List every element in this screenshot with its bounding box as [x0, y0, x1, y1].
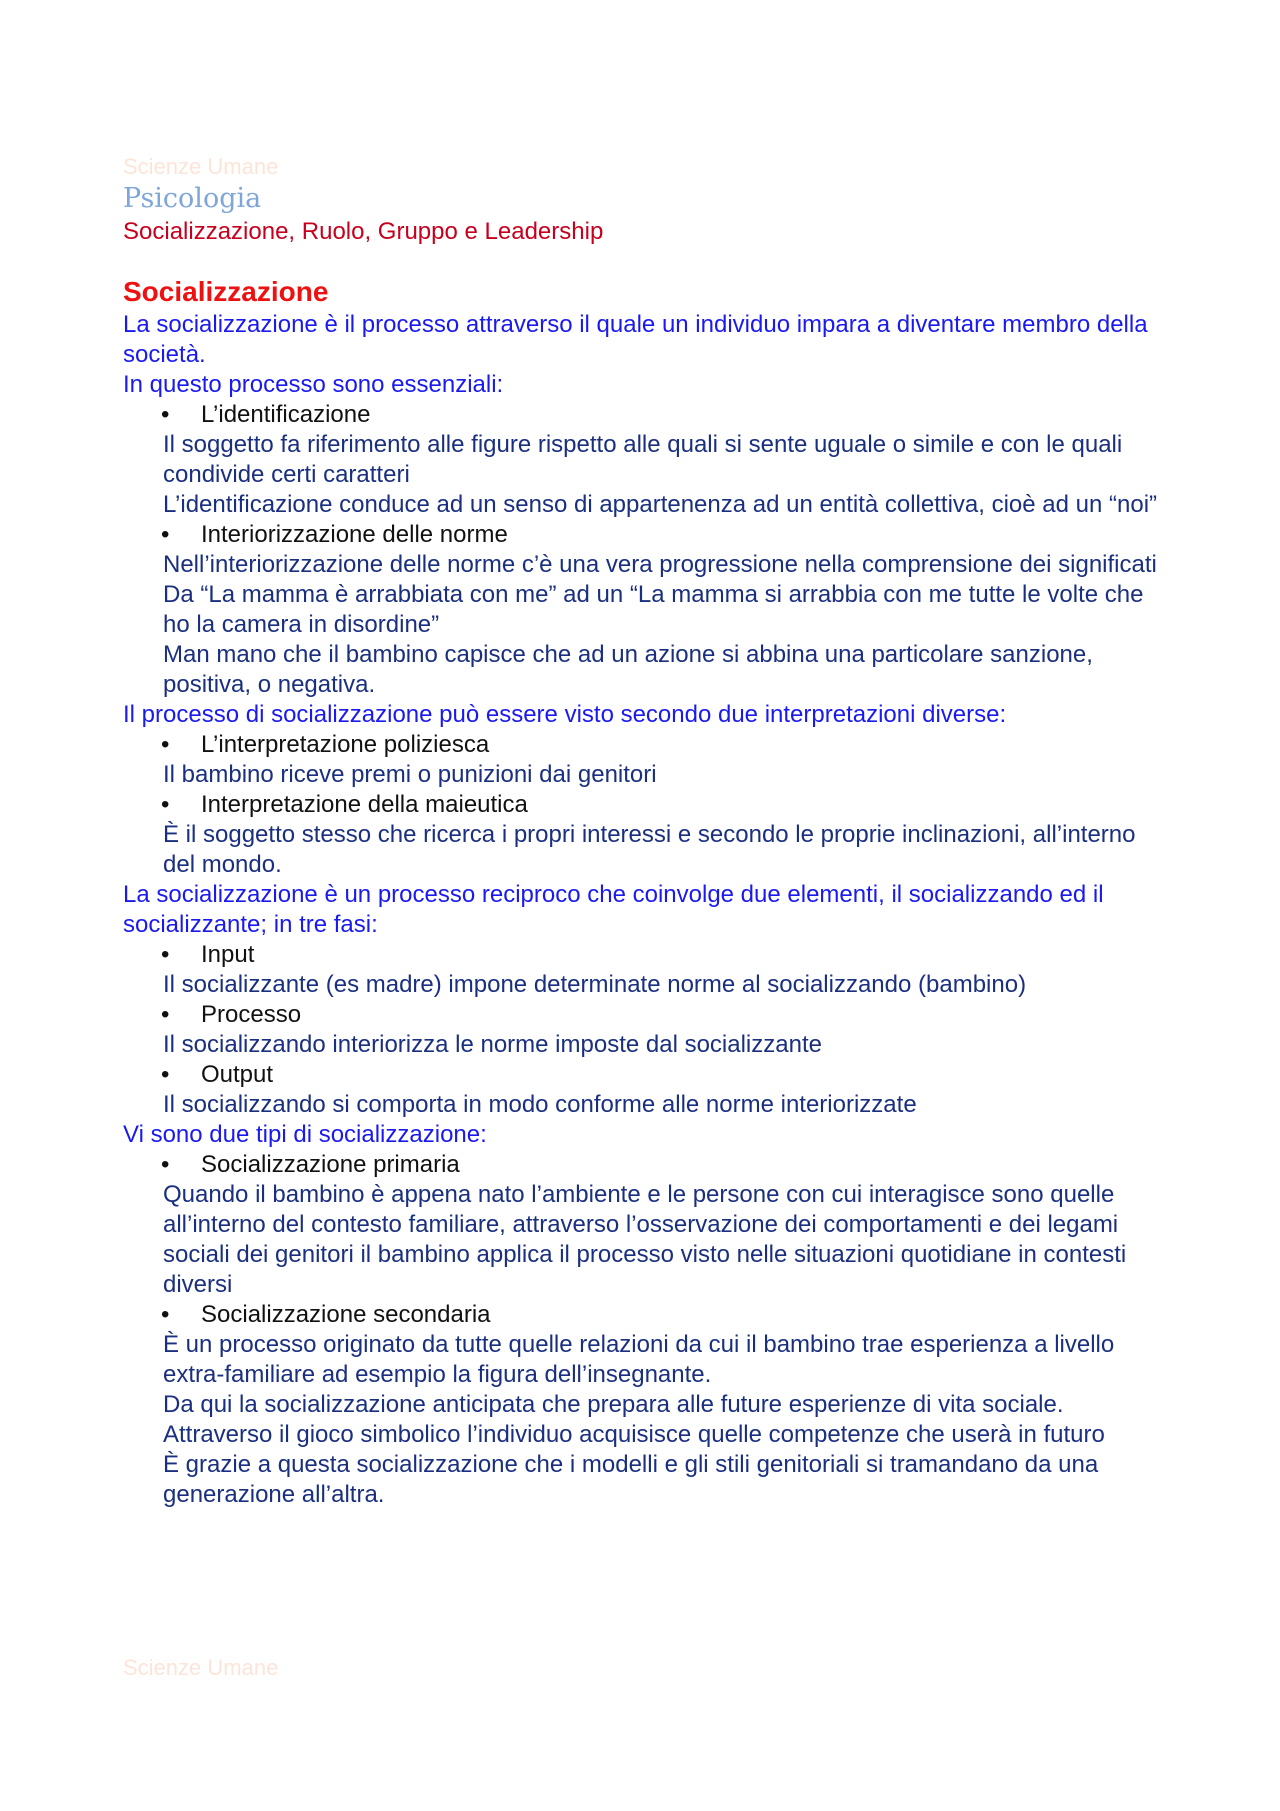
detail-paragraph: Il socializzando si comporta in modo conforme alle norme interiorizzate [163, 1091, 917, 1118]
bullet-text: Interpretazione della maieutica [201, 791, 528, 818]
detail-paragraph: Man mano che il bambino capisce che ad un azione si abbina una particolare sanzione, positiva, o negativa. [163, 641, 1093, 698]
detail-paragraph: È un processo originato da tutte quelle relazioni da cui il bambino trae esperienza a livello extra-familiare ad esempio la figura dell’insegnante. [163, 1331, 1115, 1388]
bullet-text: Socializzazione secondaria [201, 1301, 491, 1328]
bullet-icon: • [161, 731, 170, 758]
section-heading: Socializzazione [123, 276, 329, 307]
bullet-text: Processo [201, 1001, 302, 1028]
bullet-item [123, 790, 1163, 820]
bullet-icon: • [161, 1001, 170, 1028]
detail-paragraph: È grazie a questa socializzazione che i modelli e gli stili genitoriali si tramandano da una generazione all’altra. [163, 1451, 1099, 1508]
bullet-text: L’interpretazione poliziesca [201, 731, 490, 758]
bullet-icon: • [161, 1061, 170, 1088]
bullet-icon: • [161, 941, 170, 968]
subject-title: Psicologia [123, 183, 262, 214]
detail-paragraph: Quando il bambino è appena nato l’ambiente e le persone con cui interagisce sono quelle all’interno del contesto familiare, attraverso l’osservazione dei comportamenti e dei legami sociali dei genitori il bambino applica il processo visto nelle situazioni quotidiane in contesti diversi [163, 1181, 1127, 1298]
detail-paragraph: Il socializzante (es madre) impone determinate norme al socializzando (bambino) [163, 971, 1027, 998]
bullet-icon: • [161, 791, 170, 818]
bullet-icon: • [161, 1151, 170, 1178]
bullet-icon: • [161, 1301, 170, 1328]
bullet-text: Interiorizzazione delle norme [201, 521, 508, 548]
bullet-icon: • [161, 521, 170, 548]
page-content [123, 152, 1163, 1510]
bullet-text: Socializzazione primaria [201, 1151, 460, 1178]
bullet-item [123, 1300, 1163, 1330]
detail-paragraph: Nell’interiorizzazione delle norme c’è una vera progressione nella comprensione dei significati [163, 551, 1157, 578]
detail-paragraph: Da qui la socializzazione anticipata che prepara alle future esperienze di vita sociale. [163, 1391, 1064, 1418]
bullet-item [123, 520, 1163, 550]
detail-paragraph: Il socializzando interiorizza le norme imposte dal socializzante [163, 1031, 822, 1058]
detail-paragraph: Da “La mamma è arrabbiata con me” ad un “La mamma si arrabbia con me tutte le volte che ho la camera in disordine” [163, 581, 1144, 638]
detail-paragraph: Attraverso il gioco simbolico l’individuo acquisisce quelle competenze che userà in futuro [163, 1421, 1105, 1448]
bullet-item [123, 1060, 1163, 1090]
intro-paragraph: Vi sono due tipi di socializzazione: [123, 1121, 487, 1148]
bullet-item [123, 940, 1163, 970]
detail-paragraph: Il soggetto fa riferimento alle figure rispetto alle quali si sente uguale o simile e con le quali condivide certi caratteri [163, 431, 1123, 488]
bullet-text: Output [201, 1061, 274, 1088]
detail-paragraph: Il bambino riceve premi o punizioni dai genitori [163, 761, 657, 788]
intro-paragraph: In questo processo sono essenziali: [123, 371, 504, 398]
bullet-text: L’identificazione [201, 401, 371, 428]
document-subtitle: Socializzazione, Ruolo, Gruppo e Leadership [123, 218, 604, 245]
bullet-text: Input [201, 941, 255, 968]
intro-paragraph: La socializzazione è il processo attraverso il quale un individuo impara a diventare membro della società. [123, 311, 1148, 368]
bullet-item [123, 1150, 1163, 1180]
bullet-item [123, 1000, 1163, 1030]
header-label: Scienze Umane [123, 154, 279, 179]
bullet-icon: • [161, 401, 170, 428]
intro-paragraph: La socializzazione è un processo reciproco che coinvolge due elementi, il socializzando ed il socializzante; in tre fasi: [123, 881, 1104, 938]
bullet-item [123, 730, 1163, 760]
detail-paragraph: È il soggetto stesso che ricerca i propri interessi e secondo le proprie inclinazioni, all’interno del mondo. [163, 821, 1136, 878]
detail-paragraph: L’identificazione conduce ad un senso di appartenenza ad un entità collettiva, cioè ad un “noi” [163, 491, 1158, 518]
intro-paragraph: Il processo di socializzazione può essere visto secondo due interpretazioni diverse: [123, 701, 1007, 728]
section-body [123, 310, 1163, 1510]
bullet-item [123, 400, 1163, 430]
footer-label: Scienze Umane [123, 1655, 279, 1680]
